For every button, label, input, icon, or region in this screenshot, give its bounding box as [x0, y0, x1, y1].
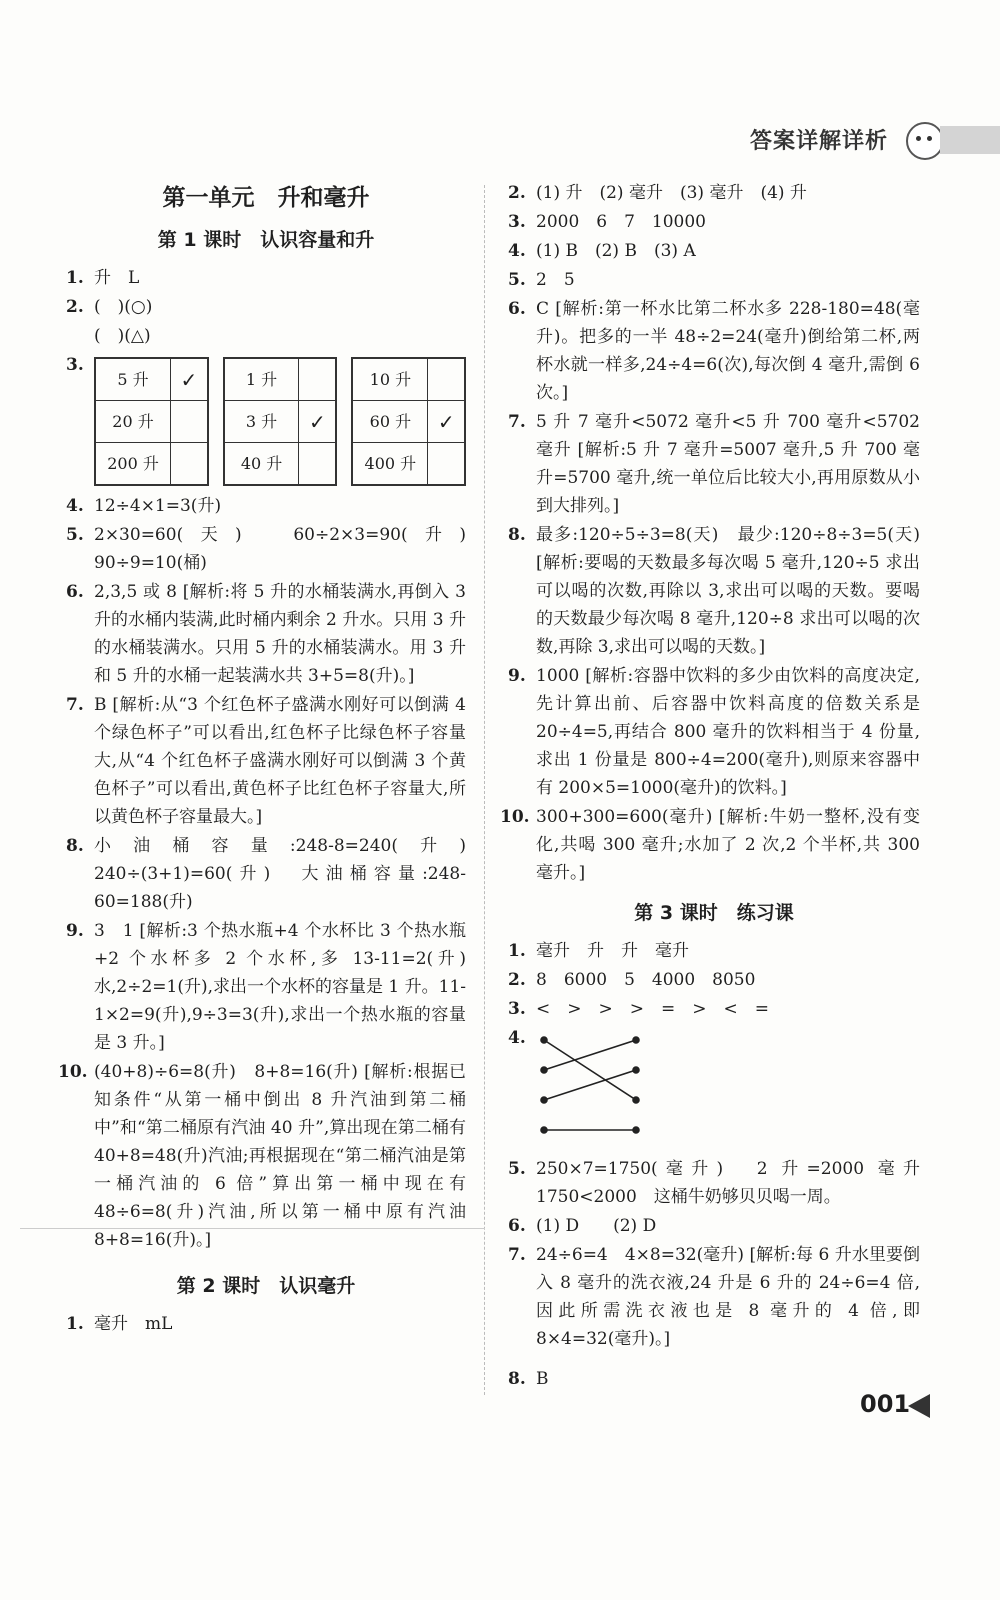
item-number: 4.: [508, 1028, 526, 1048]
item-text: 最多:120÷5÷3=8(天) 最少:120÷8÷3=5(天) [解析:要喝的天数最多每次喝 5 毫升,120÷5 求出可以喝的次数,再除以 3,求出可以喝的天数。要喝的天数最少每次喝 8 毫升,120÷8 求出可以喝的次数,再除 3,求出可以喝的天数。]: [536, 525, 920, 657]
item-text: B: [536, 1369, 549, 1389]
answer-item: [508, 937, 920, 965]
answer-item: [508, 179, 920, 207]
item-text: 2 5: [536, 270, 575, 290]
page-number: 001: [860, 1390, 911, 1418]
answer-item: [508, 295, 920, 407]
match-dot: [541, 1127, 547, 1133]
item-text: 8 6000 5 4000 8050: [536, 970, 756, 990]
answer-item: [66, 492, 466, 520]
item-text: (1) B (2) B (3) A: [536, 241, 696, 261]
item-text: 12÷4×1=3(升): [94, 496, 222, 516]
item-number: 6.: [66, 582, 84, 602]
answer-item: [66, 691, 466, 831]
answer-item: [66, 1310, 466, 1338]
item-number: 8.: [508, 525, 526, 545]
table-cell: 60 升: [352, 401, 428, 443]
table-cell: 5 升: [95, 358, 171, 401]
answer-item: [66, 293, 466, 321]
match-dot: [633, 1097, 639, 1103]
item-text: 3 1 [解析:3 个热水瓶+4 个水杯比 3 个热水瓶+2 个水杯多 2 个水杯,多 13-11=2(升)水,2÷2=1(升),求出一个水杯的容量是 1 升。11-1×2=9(升),9÷3=3(升),求出一个热水瓶的容量是 3 升。]: [94, 921, 467, 1053]
item-text: 5 升 7 毫升<5072 毫升<5 升 700 毫升<5702 毫升 [解析:5 升 7 毫升=5007 毫升,5 升 700 毫升=5700 毫升,统一单位后比较大小,再用原数从小到大排列。]: [536, 412, 920, 516]
answer-item: [500, 803, 920, 887]
item-number: 5.: [508, 1159, 526, 1179]
lesson-3-title: 第 3 课时 练习课: [634, 902, 794, 924]
item-number: 7.: [508, 1245, 526, 1265]
page-header: [700, 118, 1000, 166]
item-number: 10.: [58, 1062, 88, 1082]
item-number: 4.: [66, 496, 84, 516]
table-cell: 20 升: [95, 401, 171, 443]
item-number: 9.: [508, 666, 526, 686]
table-cell: 40 升: [224, 443, 299, 486]
panda-face-icon: [906, 122, 944, 160]
column-divider: [484, 185, 485, 1395]
item-text: (40+8)÷6=8(升) 8+8=16(升) [解析:根据已知条件“从第一桶中倒出 8 升汽油到第二桶中”和“第二桶原有汽油 40 升”,算出现在第二桶有 40+8=48(升)汽油;再根据现在“第二桶汽油是第一桶汽油的 6 倍”算出第一桶中现在有 48÷6=8(升)汽油,所以第一桶中原有汽油 8+8=16(升)。]: [94, 1062, 466, 1250]
item-text: 1000 [解析:容器中饮料的多少由饮料的高度决定,先计算出前、后容器中饮料高度的倍数关系是 20÷4=5,再结合 800 毫升的饮料相当于 4 份量,求出 1 份量是 800÷4=200(毫升),则原来容器中有 200×5=1000(毫升)的饮料。]: [536, 666, 920, 798]
match-dot: [633, 1037, 639, 1043]
answer-item: [508, 408, 920, 520]
check-cell: [299, 358, 336, 401]
item-text: 2×30=60(天) 60÷2×3=90(升) 90÷9=10(桶): [94, 525, 483, 573]
answer-item: [66, 521, 483, 577]
answer-item: [508, 1212, 920, 1240]
item-number: 10.: [500, 807, 530, 827]
item-text: (1) D (2) D: [536, 1216, 657, 1236]
item-text: 250×7=1750(毫升) 2 升=2000 毫升 1750<2000 这桶牛奶够贝贝喝一周。: [536, 1159, 937, 1207]
match-dot: [541, 1097, 547, 1103]
item-text: 毫升 升 升 毫升: [536, 941, 689, 961]
check-cell: [428, 358, 465, 401]
answer-item: [508, 266, 920, 294]
item-number: 7.: [508, 412, 526, 432]
answer-item-matching: [508, 1024, 920, 1048]
match-line: [544, 1070, 636, 1100]
item-number: 1.: [66, 1314, 84, 1334]
item-number: 5.: [508, 270, 526, 290]
item-text: < > > > = > < =: [536, 999, 769, 1019]
check-cell: [171, 443, 208, 486]
item-number: 3.: [508, 999, 526, 1019]
answer-item: [66, 264, 466, 292]
check-cell: [428, 443, 465, 486]
choice-tables: [94, 357, 466, 486]
left-column: [58, 178, 483, 1339]
table-cell: 3 升: [224, 401, 299, 443]
matching-lines-svg: [536, 1030, 646, 1140]
item-text: 小油桶容量:248-8=240(升) 240÷(3+1)=60(升) 大油桶容量:248-60=188(升): [94, 836, 483, 912]
answer-item: [508, 208, 920, 236]
answer-item: [66, 322, 466, 350]
answer-item: [66, 917, 466, 1057]
header-title: 答案详解详析: [749, 129, 888, 154]
table-cell: 400 升: [352, 443, 428, 486]
item-number: 8.: [508, 1369, 526, 1389]
match-dot: [541, 1067, 547, 1073]
item-text: 2000 6 7 10000: [536, 212, 706, 232]
answer-item: [508, 1365, 920, 1393]
match-line: [544, 1040, 636, 1070]
matching-lines-figure: [536, 1030, 920, 1149]
choice-table: [94, 357, 209, 486]
right-column: [500, 178, 937, 1394]
item-text: (1) 升 (2) 毫升 (3) 毫升 (4) 升: [536, 183, 807, 203]
item-number: 7.: [66, 695, 84, 715]
answer-item: [508, 521, 920, 661]
item-text: ( )(○): [94, 297, 153, 317]
answer-item: [508, 966, 920, 994]
check-cell: [299, 443, 336, 486]
answer-item: [508, 1241, 920, 1353]
lesson-2-title: 第 2 课时 认识毫升: [176, 1275, 356, 1297]
item-text: 升 L: [94, 268, 140, 288]
item-number: 4.: [508, 241, 526, 261]
answer-item: [58, 1058, 466, 1254]
item-number: 1.: [66, 268, 84, 288]
answer-item: [508, 1155, 937, 1211]
answer-item: [66, 832, 483, 916]
lesson-1-title: 第 1 课时 认识容量和升: [157, 229, 375, 251]
item-text: ( )(△): [94, 326, 151, 346]
item-text: 300+300=600(毫升) [解析:牛奶一整杯,没有变化,共喝 300 毫升;水加了 2 次,2 个半杯,共 300 毫升。]: [536, 807, 920, 883]
match-dot: [633, 1067, 639, 1073]
answer-item-tables: [66, 351, 466, 375]
item-text: C [解析:第一杯水比第二杯水多 228-180=48(毫升)。把多的一半 48÷2=24(毫升)倒给第二杯,两杯水就一样多,24÷4=6(次),每次倒 4 毫升,需倒 6 次。]: [536, 299, 920, 403]
answer-item: [508, 237, 920, 265]
check-cell: ✓: [171, 358, 208, 401]
item-text: 2,3,5 或 8 [解析:将 5 升的水桶装满水,再倒入 3 升的水桶内装满,此时桶内剩余 2 升水。只用 3 升的水桶装满水。只用 5 升的水桶装满水。用 3 升和 5 升的水桶一起装满水共 3+5=8(升)。]: [94, 582, 466, 686]
item-number: 2.: [508, 183, 526, 203]
check-cell: [171, 401, 208, 443]
item-number: 5.: [66, 525, 84, 545]
page-arrow-icon: [908, 1394, 930, 1418]
item-number: 6.: [508, 299, 526, 319]
item-number: 9.: [66, 921, 84, 941]
check-cell: ✓: [428, 401, 465, 443]
item-text: B [解析:从“3 个红色杯子盛满水刚好可以倒满 4 个绿色杯子”可以看出,红色杯子比绿色杯子容量大,从“4 个红色杯子盛满水刚好可以倒满 3 个黄色杯子”可以看出,黄色杯子比红色杯子容量大,所以黄色杯子容量最大。]: [94, 695, 466, 827]
item-number: 1.: [508, 941, 526, 961]
answer-item: [508, 995, 920, 1023]
check-cell: ✓: [299, 401, 336, 443]
table-cell: 10 升: [352, 358, 428, 401]
match-dot: [541, 1037, 547, 1043]
answer-item: [66, 578, 466, 690]
item-number: 6.: [508, 1216, 526, 1236]
choice-table: [351, 357, 466, 486]
answer-item: [508, 662, 920, 802]
item-number: 3.: [66, 355, 84, 375]
match-line: [544, 1040, 636, 1100]
item-text: 24÷6=4 4×8=32(毫升) [解析:每 6 升水里要倒入 8 毫升的洗衣液,24 升是 6 升的 24÷6=4 倍,因此所需洗衣液也是 8 毫升的 4 倍,即 8×4=32(毫升)。]: [536, 1245, 920, 1349]
unit-title: 第一单元 升和毫升: [162, 185, 370, 211]
match-dot: [633, 1127, 639, 1133]
table-cell: 1 升: [224, 358, 299, 401]
item-number: 8.: [66, 836, 84, 856]
choice-table: [223, 357, 338, 486]
table-cell: 200 升: [95, 443, 171, 486]
item-number: 2.: [508, 970, 526, 990]
item-number: 3.: [508, 212, 526, 232]
item-number: 2.: [66, 297, 84, 317]
header-bar: [940, 126, 1000, 154]
item-text: 毫升 mL: [94, 1314, 173, 1334]
